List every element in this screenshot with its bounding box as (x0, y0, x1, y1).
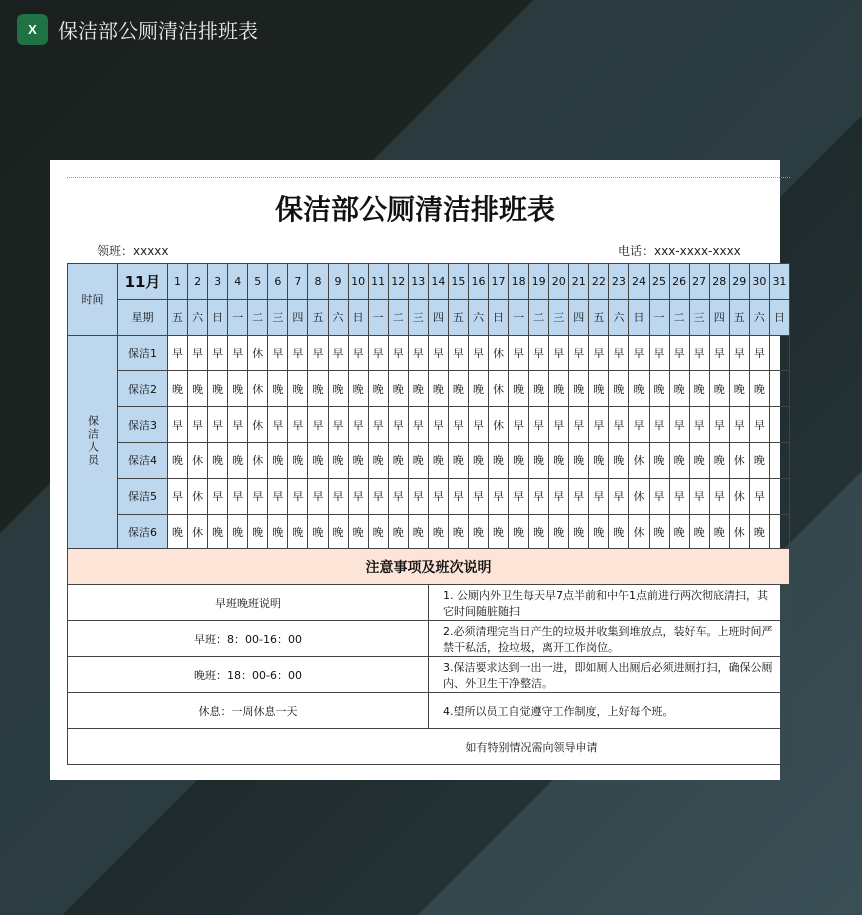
shift-cell[interactable]: 早 (448, 478, 468, 514)
shift-cell[interactable]: 晚 (669, 371, 689, 407)
shift-cell[interactable]: 晚 (268, 371, 288, 407)
weekday-cell: 一 (509, 299, 529, 335)
staff-name: 保洁5 (118, 478, 168, 514)
note-row (68, 585, 790, 621)
shift-cell[interactable]: 早 (549, 478, 569, 514)
note-label: 休息：一周休息一天 (68, 693, 429, 729)
shift-cell[interactable]: 早 (629, 335, 649, 371)
weekday-cell: 日 (629, 299, 649, 335)
shift-cell[interactable]: 早 (709, 478, 729, 514)
shift-cell[interactable]: 早 (689, 335, 709, 371)
staff-row (68, 478, 790, 514)
shift-cell[interactable]: 晚 (288, 442, 308, 478)
shift-cell[interactable]: 晚 (468, 442, 488, 478)
shift-cell[interactable]: 晚 (308, 442, 328, 478)
shift-cell[interactable]: 休 (729, 478, 749, 514)
shift-cell[interactable]: 晚 (529, 514, 549, 550)
weekday-cell: 六 (188, 299, 208, 335)
shift-cell[interactable]: 晚 (208, 442, 228, 478)
weekday-cell: 一 (228, 299, 248, 335)
staff-row (68, 371, 790, 407)
shift-cell[interactable]: 早 (348, 407, 368, 443)
shift-cell[interactable]: 晚 (609, 442, 629, 478)
shift-cell[interactable]: 休 (629, 478, 649, 514)
shift-cell[interactable]: 晚 (368, 371, 388, 407)
day-header: 29 (729, 264, 749, 300)
shift-cell[interactable]: 晚 (468, 371, 488, 407)
weekday-cell: 五 (589, 299, 609, 335)
staff-name: 保洁4 (118, 442, 168, 478)
staff-row (68, 335, 790, 371)
weekday-cell: 六 (749, 299, 769, 335)
note-label: 早班晚班说明 (68, 585, 429, 621)
shift-cell[interactable]: 早 (529, 335, 549, 371)
shift-cell[interactable]: 晚 (368, 442, 388, 478)
shift-cell[interactable]: 早 (268, 335, 288, 371)
shift-cell[interactable]: 早 (328, 478, 348, 514)
shift-cell[interactable]: 早 (669, 407, 689, 443)
shift-cell[interactable]: 早 (709, 407, 729, 443)
shift-cell[interactable]: 晚 (388, 371, 408, 407)
title-bar (0, 0, 862, 58)
shift-cell[interactable]: 早 (368, 478, 388, 514)
weekday-cell: 一 (368, 299, 388, 335)
shift-cell[interactable]: 早 (228, 335, 248, 371)
shift-cell[interactable]: 晚 (188, 371, 208, 407)
shift-cell[interactable]: 晚 (348, 442, 368, 478)
shift-cell[interactable]: 早 (168, 407, 188, 443)
shift-cell[interactable]: 早 (428, 335, 448, 371)
shift-cell[interactable]: 早 (188, 335, 208, 371)
shift-cell[interactable]: 早 (308, 335, 328, 371)
day-header: 18 (509, 264, 529, 300)
weekday-cell: 四 (709, 299, 729, 335)
shift-cell[interactable]: 早 (489, 478, 509, 514)
shift-cell[interactable]: 早 (509, 478, 529, 514)
shift-cell[interactable]: 早 (268, 478, 288, 514)
shift-cell[interactable]: 晚 (709, 371, 729, 407)
shift-cell[interactable]: 晚 (609, 371, 629, 407)
shift-cell[interactable]: 早 (428, 407, 448, 443)
shift-cell[interactable]: 晚 (569, 371, 589, 407)
shift-cell[interactable]: 晚 (529, 442, 549, 478)
shift-cell[interactable]: 早 (609, 478, 629, 514)
shift-cell[interactable]: 早 (549, 407, 569, 443)
day-header: 24 (629, 264, 649, 300)
day-header: 1 (168, 264, 188, 300)
shift-cell[interactable]: 早 (569, 407, 589, 443)
shift-cell[interactable]: 早 (408, 478, 428, 514)
shift-cell[interactable]: 晚 (649, 442, 669, 478)
shift-cell[interactable]: 晚 (268, 514, 288, 550)
shift-cell[interactable]: 早 (749, 407, 769, 443)
shift-cell[interactable]: 早 (388, 478, 408, 514)
shift-cell[interactable]: 晚 (348, 371, 368, 407)
day-header: 4 (228, 264, 248, 300)
shift-cell[interactable]: 晚 (509, 371, 529, 407)
weekday-cell: 五 (448, 299, 468, 335)
weekday-cell: 一 (649, 299, 669, 335)
shift-cell[interactable]: 早 (468, 335, 488, 371)
shift-cell[interactable]: 早 (749, 335, 769, 371)
spreadsheet (50, 160, 787, 780)
shift-cell[interactable]: 晚 (609, 514, 629, 550)
shift-cell[interactable]: 早 (348, 335, 368, 371)
weekday-cell: 六 (609, 299, 629, 335)
shift-cell[interactable]: 早 (288, 407, 308, 443)
shift-cell[interactable]: 晚 (689, 514, 709, 550)
shift-cell[interactable] (769, 514, 789, 550)
shift-cell[interactable]: 早 (689, 407, 709, 443)
shift-cell[interactable]: 早 (609, 407, 629, 443)
day-header: 15 (448, 264, 468, 300)
shift-cell[interactable]: 晚 (448, 371, 468, 407)
shift-cell[interactable]: 晚 (428, 371, 448, 407)
weekday-cell: 日 (769, 299, 789, 335)
day-header: 27 (689, 264, 709, 300)
shift-cell[interactable]: 晚 (448, 514, 468, 550)
shift-cell[interactable]: 休 (489, 335, 509, 371)
shift-cell[interactable]: 晚 (288, 514, 308, 550)
shift-cell[interactable]: 晚 (428, 442, 448, 478)
footer-note: 如有特别情况需向领导申请 (68, 729, 790, 765)
shift-cell[interactable]: 早 (649, 335, 669, 371)
shift-cell[interactable]: 晚 (328, 514, 348, 550)
note-text: 4.望所以员工自觉遵守工作制度，上好每个班。 (429, 693, 790, 729)
shift-cell[interactable]: 休 (248, 407, 268, 443)
day-header: 6 (268, 264, 288, 300)
shift-cell[interactable]: 晚 (448, 442, 468, 478)
shift-cell[interactable]: 晚 (569, 442, 589, 478)
sheet-title: 保洁部公厕清洁排班表 (274, 193, 555, 226)
notes-table (67, 548, 790, 765)
shift-cell[interactable]: 晚 (328, 442, 348, 478)
shift-cell[interactable]: 早 (468, 407, 488, 443)
shift-cell[interactable]: 晚 (589, 514, 609, 550)
shift-cell[interactable]: 早 (729, 335, 749, 371)
shift-cell[interactable]: 早 (308, 407, 328, 443)
shift-cell[interactable]: 晚 (288, 371, 308, 407)
divider (67, 177, 790, 178)
shift-cell[interactable]: 休 (188, 442, 208, 478)
weekday-cell: 三 (689, 299, 709, 335)
shift-cell[interactable]: 休 (729, 442, 749, 478)
shift-cell[interactable]: 晚 (168, 442, 188, 478)
weekday-cell: 三 (268, 299, 288, 335)
day-header: 2 (188, 264, 208, 300)
shift-cell[interactable]: 晚 (368, 514, 388, 550)
day-header: 13 (408, 264, 428, 300)
leader-label: 领班：xxxxx (97, 244, 169, 258)
staff-name: 保洁2 (118, 371, 168, 407)
shift-cell[interactable]: 早 (509, 407, 529, 443)
shift-cell[interactable] (769, 371, 789, 407)
day-header: 16 (468, 264, 488, 300)
shift-cell[interactable]: 早 (228, 478, 248, 514)
shift-cell[interactable]: 休 (629, 514, 649, 550)
weekday-cell: 日 (489, 299, 509, 335)
shift-cell[interactable]: 晚 (569, 514, 589, 550)
shift-cell[interactable]: 晚 (308, 371, 328, 407)
shift-cell[interactable]: 晚 (268, 442, 288, 478)
day-header: 23 (609, 264, 629, 300)
shift-cell[interactable]: 早 (208, 478, 228, 514)
weekday-cell: 四 (428, 299, 448, 335)
shift-cell[interactable]: 休 (629, 442, 649, 478)
shift-cell[interactable]: 早 (168, 335, 188, 371)
shift-cell[interactable]: 晚 (629, 371, 649, 407)
weekday-cell: 二 (669, 299, 689, 335)
note-row (68, 621, 790, 657)
shift-cell[interactable]: 早 (749, 478, 769, 514)
staff-row (68, 442, 790, 478)
shift-cell[interactable]: 早 (448, 335, 468, 371)
shift-cell[interactable]: 早 (529, 407, 549, 443)
day-header: 30 (749, 264, 769, 300)
shift-cell[interactable]: 晚 (669, 514, 689, 550)
shift-cell[interactable]: 早 (208, 407, 228, 443)
shift-cell[interactable]: 早 (468, 478, 488, 514)
weekday-header: 星期 (118, 299, 168, 335)
phone-label: 电话：xxx-xxxx-xxxx (618, 244, 741, 258)
shift-cell[interactable]: 晚 (549, 442, 569, 478)
note-text: 2.必须清理完当日产生的垃圾并收集到堆放点，装好车。上班时间严禁干私活，捡垃圾，离开工作岗位。 (429, 621, 790, 657)
shift-cell[interactable]: 早 (348, 478, 368, 514)
shift-cell[interactable]: 晚 (168, 371, 188, 407)
shift-cell[interactable]: 早 (228, 407, 248, 443)
shift-cell[interactable]: 晚 (709, 514, 729, 550)
shift-cell[interactable]: 早 (709, 335, 729, 371)
shift-cell[interactable]: 早 (208, 335, 228, 371)
shift-cell[interactable]: 晚 (709, 442, 729, 478)
shift-cell[interactable]: 早 (368, 407, 388, 443)
shift-cell[interactable]: 休 (248, 442, 268, 478)
shift-cell[interactable]: 晚 (749, 442, 769, 478)
weekday-cell: 三 (408, 299, 428, 335)
shift-cell[interactable]: 早 (388, 407, 408, 443)
shift-cell[interactable]: 早 (288, 478, 308, 514)
time-header: 时间 (68, 264, 118, 336)
shift-cell[interactable]: 晚 (228, 371, 248, 407)
note-text: 3.保洁要求达到一出一进，即如厕人出厕后必须进厕打扫，确保公厕内、外卫生干净整洁。 (429, 657, 790, 693)
shift-cell[interactable]: 晚 (749, 371, 769, 407)
day-header: 10 (348, 264, 368, 300)
day-header: 19 (529, 264, 549, 300)
shift-cell[interactable]: 早 (569, 335, 589, 371)
shift-cell[interactable]: 晚 (489, 514, 509, 550)
shift-cell[interactable]: 晚 (208, 371, 228, 407)
shift-cell[interactable]: 晚 (408, 371, 428, 407)
weekday-cell: 五 (308, 299, 328, 335)
shift-cell[interactable]: 晚 (388, 442, 408, 478)
shift-cell[interactable] (769, 442, 789, 478)
excel-icon: X (17, 14, 48, 45)
weekday-cell: 五 (168, 299, 188, 335)
shift-cell[interactable]: 早 (509, 335, 529, 371)
shift-cell[interactable]: 早 (388, 335, 408, 371)
shift-cell[interactable]: 早 (408, 335, 428, 371)
shift-cell[interactable]: 早 (669, 478, 689, 514)
shift-cell[interactable]: 早 (609, 335, 629, 371)
shift-cell[interactable]: 晚 (729, 371, 749, 407)
shift-cell[interactable]: 晚 (468, 514, 488, 550)
day-header: 8 (308, 264, 328, 300)
day-header: 5 (248, 264, 268, 300)
staff-group-text: 保洁人员 (86, 414, 100, 467)
shift-cell[interactable]: 晚 (529, 371, 549, 407)
weekday-cell: 五 (729, 299, 749, 335)
day-header: 3 (208, 264, 228, 300)
shift-cell[interactable]: 晚 (228, 442, 248, 478)
shift-cell[interactable]: 休 (729, 514, 749, 550)
day-header: 25 (649, 264, 669, 300)
note-text: 1. 公厕内外卫生每天早7点半前和中午1点前进行两次彻底清扫，其它时间随脏随扫 (429, 585, 790, 621)
shift-cell[interactable]: 早 (328, 407, 348, 443)
shift-cell[interactable] (769, 335, 789, 371)
day-header: 21 (569, 264, 589, 300)
day-header: 9 (328, 264, 348, 300)
staff-name: 保洁1 (118, 335, 168, 371)
shift-cell[interactable]: 晚 (669, 442, 689, 478)
shift-cell[interactable]: 早 (368, 335, 388, 371)
staff-name: 保洁6 (118, 514, 168, 550)
shift-cell[interactable]: 早 (589, 335, 609, 371)
shift-cell[interactable]: 晚 (348, 514, 368, 550)
shift-cell[interactable]: 晚 (689, 442, 709, 478)
day-header: 12 (388, 264, 408, 300)
shift-cell[interactable]: 早 (649, 478, 669, 514)
note-row (68, 693, 790, 729)
day-header: 26 (669, 264, 689, 300)
app-title: 保洁部公厕清洁排班表 (58, 18, 258, 43)
shift-cell[interactable]: 晚 (408, 442, 428, 478)
shift-cell[interactable] (769, 478, 789, 514)
shift-cell[interactable]: 休 (489, 407, 509, 443)
shift-cell[interactable]: 晚 (168, 514, 188, 550)
note-row (68, 657, 790, 693)
weekday-cell: 六 (468, 299, 488, 335)
day-header: 22 (589, 264, 609, 300)
weekday-cell: 四 (569, 299, 589, 335)
day-header: 17 (489, 264, 509, 300)
shift-cell[interactable]: 早 (729, 407, 749, 443)
shift-cell[interactable]: 晚 (388, 514, 408, 550)
shift-cell[interactable]: 晚 (689, 371, 709, 407)
note-label: 晚班：18：00-6：00 (68, 657, 429, 693)
day-header: 31 (769, 264, 789, 300)
shift-cell[interactable]: 早 (428, 478, 448, 514)
shift-cell[interactable]: 休 (188, 478, 208, 514)
shift-cell[interactable] (769, 407, 789, 443)
weekday-cell: 日 (208, 299, 228, 335)
weekday-cell: 二 (248, 299, 268, 335)
shift-cell[interactable]: 晚 (408, 514, 428, 550)
shift-cell[interactable]: 晚 (489, 442, 509, 478)
shift-cell[interactable]: 早 (529, 478, 549, 514)
day-header: 7 (288, 264, 308, 300)
shift-cell[interactable]: 早 (549, 335, 569, 371)
day-header: 14 (428, 264, 448, 300)
shift-cell[interactable]: 早 (589, 478, 609, 514)
shift-cell[interactable]: 休 (248, 371, 268, 407)
shift-cell[interactable]: 早 (248, 478, 268, 514)
schedule-table (67, 263, 790, 550)
shift-cell[interactable]: 早 (168, 478, 188, 514)
shift-cell[interactable]: 早 (268, 407, 288, 443)
shift-cell[interactable]: 晚 (328, 371, 348, 407)
staff-row (68, 407, 790, 443)
weekday-cell: 日 (348, 299, 368, 335)
staff-row (68, 514, 790, 550)
weekday-cell: 二 (529, 299, 549, 335)
shift-cell[interactable]: 早 (569, 478, 589, 514)
day-header: 28 (709, 264, 729, 300)
staff-name: 保洁3 (118, 407, 168, 443)
shift-cell[interactable]: 早 (188, 407, 208, 443)
shift-cell[interactable]: 晚 (509, 442, 529, 478)
day-header: 11 (368, 264, 388, 300)
shift-cell[interactable]: 晚 (549, 514, 569, 550)
weekday-cell: 二 (388, 299, 408, 335)
shift-cell[interactable]: 早 (328, 335, 348, 371)
shift-cell[interactable]: 晚 (649, 514, 669, 550)
day-header: 20 (549, 264, 569, 300)
notes-title: 注意事项及班次说明 (68, 549, 790, 585)
shift-cell[interactable]: 晚 (248, 514, 268, 550)
shift-cell[interactable]: 早 (669, 335, 689, 371)
shift-cell[interactable]: 晚 (308, 514, 328, 550)
shift-cell[interactable]: 早 (308, 478, 328, 514)
shift-cell[interactable]: 晚 (589, 371, 609, 407)
shift-cell[interactable]: 晚 (428, 514, 448, 550)
shift-cell[interactable]: 早 (408, 407, 428, 443)
weekday-cell: 六 (328, 299, 348, 335)
shift-cell[interactable]: 早 (288, 335, 308, 371)
shift-cell[interactable]: 早 (589, 407, 609, 443)
shift-cell[interactable]: 早 (689, 478, 709, 514)
shift-cell[interactable]: 晚 (509, 514, 529, 550)
shift-cell[interactable]: 早 (448, 407, 468, 443)
shift-cell[interactable]: 休 (489, 371, 509, 407)
weekday-cell: 三 (549, 299, 569, 335)
note-label: 早班：8：00-16：00 (68, 621, 429, 657)
shift-cell[interactable]: 晚 (749, 514, 769, 550)
shift-cell[interactable]: 早 (629, 407, 649, 443)
shift-cell[interactable]: 晚 (208, 514, 228, 550)
shift-cell[interactable]: 早 (649, 407, 669, 443)
shift-cell[interactable]: 晚 (228, 514, 248, 550)
shift-cell[interactable]: 休 (248, 335, 268, 371)
month-header: 11月 (118, 264, 168, 300)
shift-cell[interactable]: 晚 (549, 371, 569, 407)
shift-cell[interactable]: 晚 (589, 442, 609, 478)
shift-cell[interactable]: 晚 (649, 371, 669, 407)
weekday-cell: 四 (288, 299, 308, 335)
staff-group-label (68, 335, 118, 550)
shift-cell[interactable]: 休 (188, 514, 208, 550)
